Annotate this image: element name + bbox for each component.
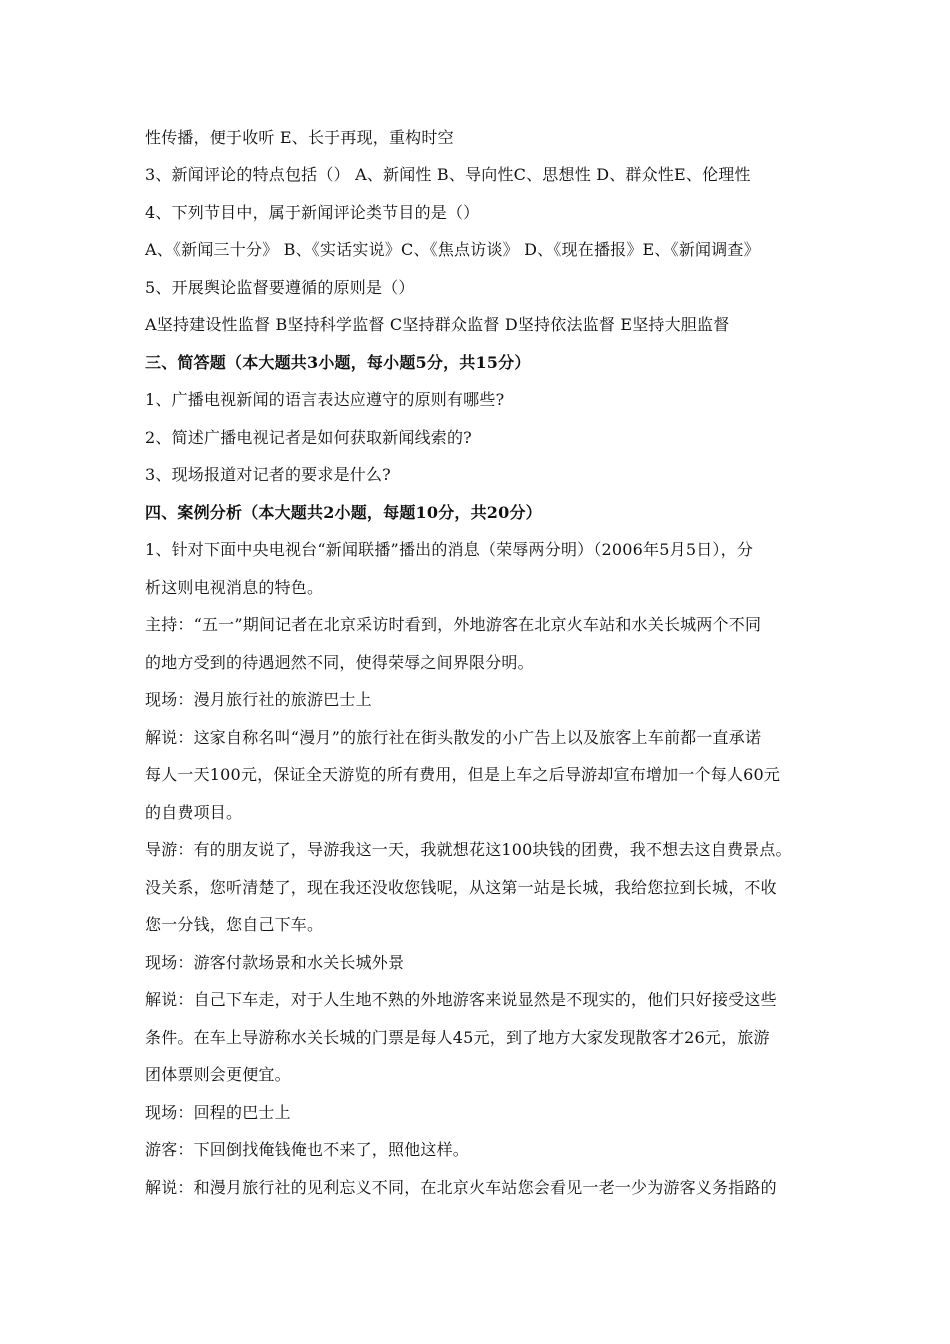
question-3: 3、新闻评论的特点包括（） A、新闻性 B、导向性C、思想性 D、群众性E、伦理性 xyxy=(145,165,751,184)
question-5: 5、开展舆论监督要遵循的原则是（） xyxy=(145,278,415,297)
case-text-line: 游客：下回倒找俺钱俺也不来了，照他这样。 xyxy=(145,1140,470,1159)
case-text-line: 现场：回程的巴士上 xyxy=(145,1103,291,1122)
case-text-line: 现场：游客付款场景和水关长城外景 xyxy=(145,953,405,972)
question-4-options: A、《新闻三十分》 B、《实话实说》C、《焦点访谈》 D、《现在播报》E、《新闻调查》 xyxy=(145,240,760,259)
short-answer-3: 3、现场报道对记者的要求是什么? xyxy=(145,465,391,484)
section-heading-case-analysis: 四、案例分析（本大题共2小题，每题10分，共20分） xyxy=(145,503,542,522)
option-line-continuation: 性传播，便于收听 E、长于再现，重构时空 xyxy=(145,128,454,147)
case-text-line: 主持：“五一”期间记者在北京采访时看到，外地游客在北京火车站和水关长城两个不同 xyxy=(145,615,762,634)
case-text-line: 没关系，您听清楚了，现在我还没收您钱呢，从这第一站是长城，我给您拉到长城，不收 xyxy=(145,878,777,897)
case-text-line: 现场：漫月旅行社的旅游巴士上 xyxy=(145,690,372,709)
case-text-line: 条件。在车上导游称水关长城的门票是每人45元，到了地方大家发现散客才26元，旅游 xyxy=(145,1028,770,1047)
case-text-line: 导游：有的朋友说了，导游我这一天，我就想花这100块钱的团费，我不想去这自费景点。 xyxy=(145,840,792,859)
section-heading-short-answer: 三、简答题（本大题共3小题，每小题5分，共15分） xyxy=(145,353,531,372)
case-question-1-cont: 析这则电视消息的特色。 xyxy=(145,578,324,597)
question-4: 4、下列节目中，属于新闻评论类节目的是（） xyxy=(145,203,480,222)
case-text-line: 的地方受到的待遇迥然不同，使得荣辱之间界限分明。 xyxy=(145,653,534,672)
case-text-line: 您一分钱，您自己下车。 xyxy=(145,915,324,934)
case-text-line: 解说：和漫月旅行社的见利忘义不同，在北京火车站您会看见一老一少为游客义务指路的 xyxy=(145,1178,777,1197)
short-answer-2: 2、简述广播电视记者是如何获取新闻线索的? xyxy=(145,428,472,447)
short-answer-1: 1、广播电视新闻的语言表达应遵守的原则有哪些? xyxy=(145,390,505,409)
case-text-line: 解说：自己下车走，对于人生地不熟的外地游客来说显然是不现实的，他们只好接受这些 xyxy=(145,990,777,1009)
question-5-options: A坚持建设性监督 B坚持科学监督 C坚持群众监督 D坚持依法监督 E坚持大胆监督 xyxy=(145,315,730,334)
case-question-1: 1、针对下面中央电视台“新闻联播”播出的消息（荣辱两分明）（2006年5月5日），分 xyxy=(145,540,754,559)
case-text-line: 解说：这家自称名叫“漫月”的旅行社在街头散发的小广告上以及旅客上车前都一直承诺 xyxy=(145,728,762,747)
case-text-line: 的自费项目。 xyxy=(145,803,243,822)
case-text-line: 每人一天100元，保证全天游览的所有费用，但是上车之后导游却宣布增加一个每人60元 xyxy=(145,765,781,784)
case-text-line: 团体票则会更便宜。 xyxy=(145,1065,291,1084)
